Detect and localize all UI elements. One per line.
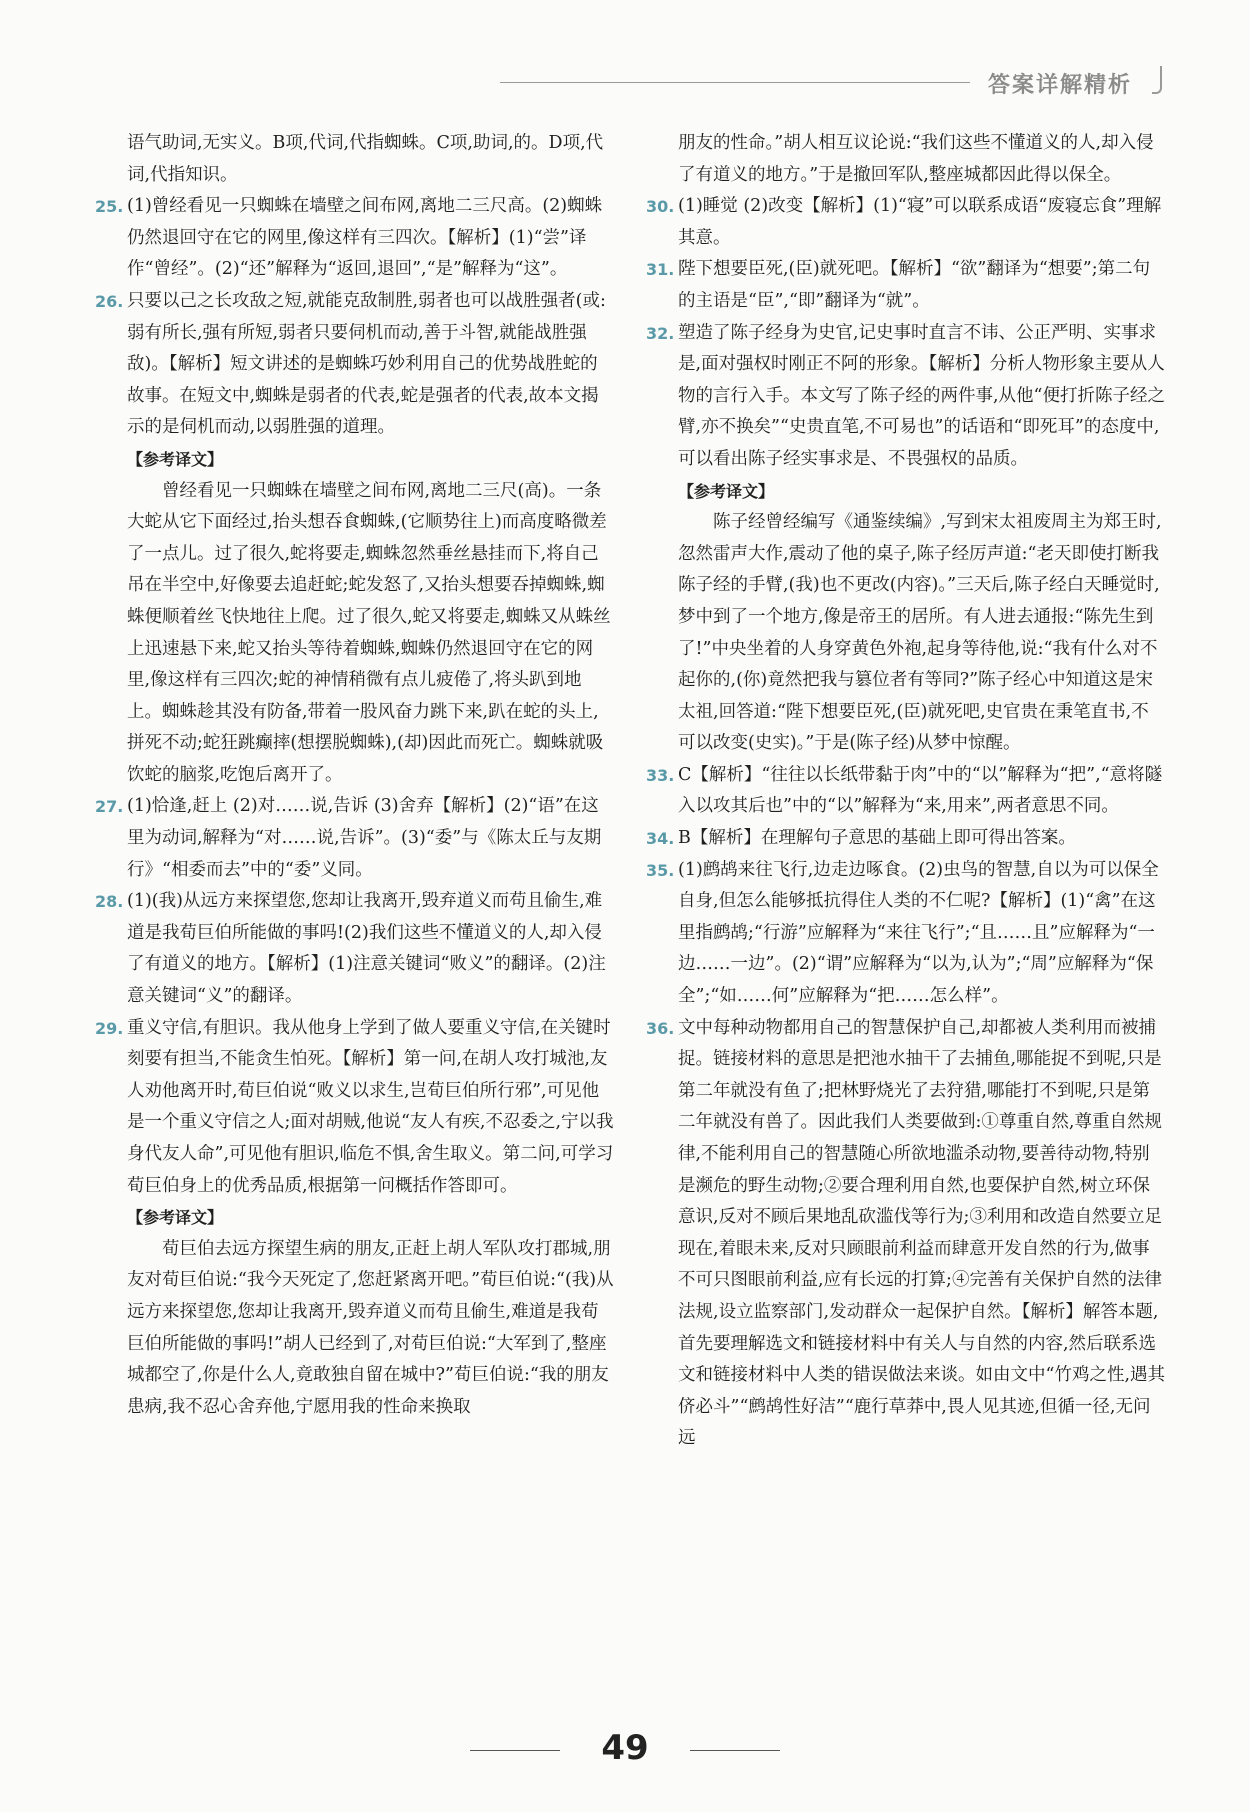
answer-item	[646, 254, 1166, 317]
answer-item	[95, 886, 615, 1012]
answer-text: (1)(我)从远方来探望您,您却让我离开,毁弃道义而苟且偷生,难道是我荀巨伯所能做的事吗!(2)我们这些不懂道义的人,却入侵了有道义的地方。【解析】(1)注意关键词“败义”的翻译。(2)注意关键词“义”的翻译。	[127, 891, 606, 1007]
reference-translation-heading: 【参考译文】	[127, 1208, 224, 1228]
page-number-rule-right	[690, 1750, 780, 1751]
translation-paragraph: 荀巨伯去远方探望生病的朋友,正赶上胡人军队攻打郡城,朋友对荀巨伯说:“我今天死定了,您赶紧离开吧。”荀巨伯说:“(我)从远方来探望您,您却让我离开,毁弃道义而苟且偷生,难道是我荀巨伯所能做的事吗!”胡人已经到了,对荀巨伯说:“大军到了,整座城都空了,你是什么人,竟敢独自留在城中?”荀巨伯说:“我的朋友患病,我不忍心舍弃他,宁愿用我的性命来换取	[127, 1238, 614, 1417]
answer-item	[646, 318, 1166, 476]
reference-translation-heading: 【参考译文】	[127, 449, 224, 469]
answer-item	[646, 191, 1166, 254]
answer-item	[95, 191, 615, 286]
answer-text: 重义守信,有胆识。我从他身上学到了做人要重义守信,在关键时刻要有担当,不能贪生怕死。【解析】第一问,在胡人攻打城池,友人劝他离开时,荀巨伯说“败义以求生,岂荀巨伯所行邪”,可见他是一个重义守信之人;面对胡贼,他说“友人有疾,不忍委之,宁以我身代友人命”,可见他有胆识,临危不惧,舍生取义。第二问,可学习荀巨伯身上的优秀品质,根据第一问概括作答即可。	[127, 1017, 614, 1196]
reference-translation-heading: 【参考译文】	[678, 481, 775, 501]
answer-number: 33.	[646, 765, 675, 785]
answer-text: C【解析】“往往以长纸带黏于肉”中的“以”解释为“把”,“意将隧入以攻其后也”中的“以”解释为“来,用来”,两者意思不同。	[678, 764, 1163, 817]
answer-item	[646, 823, 1166, 855]
answer-number: 35.	[646, 860, 675, 880]
continued-text: 朋友的性命。”胡人相互议论说:“我们这些不懂道义的人,却入侵了有道义的地方。”于是撤回军队,整座城都因此得以保全。	[678, 133, 1154, 185]
answer-text: (1)曾经看见一只蜘蛛在墙壁之间布网,离地二三尺高。(2)蜘蛛仍然退回守在它的网里,像这样有三四次。【解析】(1)“尝”译作“曾经”。(2)“还”解释为“返回,退回”,“是”解释为“这”。	[127, 196, 603, 280]
answer-text: 只要以己之长攻敌之短,就能克敌制胜,弱者也可以战胜强者(或:弱有所长,强有所短,弱者只要伺机而动,善于斗智,就能战胜强敌)。【解析】短文讲述的是蜘蛛巧妙利用自己的优势战胜蛇的故事。在短文中,蜘蛛是弱者的代表,蛇是强者的代表,故本文揭示的是伺机而动,以弱胜强的道理。	[127, 290, 606, 438]
answer-text: B【解析】在理解句子意思的基础上即可得出答案。	[678, 828, 1076, 849]
answer-number: 26.	[95, 291, 124, 311]
answer-number: 34.	[646, 829, 675, 849]
answer-text: (1)睡觉 (2)改变【解析】(1)“寝”可以联系成语“废寝忘食”理解其意。	[678, 196, 1162, 248]
translation-paragraph: 陈子经曾经编写《通鉴续编》,写到宋太祖废周主为郑王时,忽然雷声大作,震动了他的桌子,陈子经厉声道:“老天即使打断我陈子经的手臂,(我)也不更改(内容)。”三天后,陈子经白天睡觉时,梦中到了一个地方,像是帝王的居所。有人进去通报:“陈先生到了!”中央坐着的人身穿黄色外袍,起身等待他,说:“我有什么对不起你的,(你)竟然把我与篡位者有等同?”陈子经心中知道这是宋太祖,回答道:“陛下想要臣死,(臣)就死吧,史官贵在秉笔直书,不可以改变(史实)。”于是(陈子经)从梦中惊醒。	[678, 512, 1162, 754]
answer-number: 25.	[95, 197, 124, 217]
answer-text: 陛下想要臣死,(臣)就死吧。【解析】“欲”翻译为“想要”;第二句的主语是“臣”,“即”翻译为“就”。	[678, 259, 1151, 311]
answer-text: (1)恰逢,赶上 (2)对……说,告诉 (3)舍弃【解析】(2)“语”在这里为动词,解释为“对……说,告诉”。(3)“委”与《陈太丘与友期行》“相委而去”中的“委”义同。	[127, 796, 602, 880]
answer-text: 文中每种动物都用自己的智慧保护自己,却都被人类利用而被捕捉。链接材料的意思是把池水抽干了去捕鱼,哪能捉不到呢,只是第二年就没有鱼了;把林野烧光了去狩猎,哪能打不到呢,只是第二年就没有兽了。因此我们人类要做到:①尊重自然,尊重自然规律,不能利用自己的智慧随心所欲地滥杀动物,要善待动物,特别是濒危的野生动物;②要合理利用自然,也要保护自然,树立环保意识,反对不顾后果地乱砍滥伐等行为;③利用和改造自然要立足现在,着眼未来,反对只顾眼前利益而肆意开发自然的行为,做事不可只图眼前利益,应有长远的打算;④完善有关保护自然的法律法规,设立监察部门,发动群众一起保护自然。【解析】解答本题,首先要理解选文和链接材料中有关人与自然的内容,然后联系选文和链接材料中人类的错误做法来谈。如由文中“竹鸡之性,遇其侪必斗”“鹧鸪性好洁”“鹿行草莽中,畏人见其迹,但循一径,无问远	[678, 1017, 1166, 1449]
translation-paragraph: 曾经看见一只蜘蛛在墙壁之间布网,离地二三尺(高)。一条大蛇从它下面经过,抬头想吞食蜘蛛,(它顺势往上)而高度略微差了一点儿。过了很久,蛇将要走,蜘蛛忽然垂丝悬挂而下,将自己吊在半空中,好像要去追赶蛇;蛇发怒了,又抬头想要吞掉蜘蛛,蜘蛛便顺着丝飞快地往上爬。过了很久,蛇又将要走,蜘蛛又从蛛丝上迅速悬下来,蛇又抬头等待着蜘蛛,蜘蛛仍然退回守在它的网里,像这样有三四次;蛇的神情稍微有点儿疲倦了,将头趴到地上。蜘蛛趁其没有防备,带着一股风奋力跳下来,趴在蛇的头上,拼死不动;蛇狂跳癫摔(想摆脱蜘蛛),(却)因此而死亡。蜘蛛就吸饮蛇的脑浆,吃饱后离开了。	[127, 480, 611, 785]
page-number: 49	[601, 1728, 649, 1768]
answer-number: 36.	[646, 1018, 675, 1038]
answer-number: 29.	[95, 1018, 124, 1038]
answer-item	[646, 1013, 1166, 1455]
answer-text: (1)鹧鸪来往飞行,边走边啄食。(2)虫鸟的智慧,自以为可以保全自身,但怎么能够抵抗得住人类的不仁呢?【解析】(1)“禽”在这里指鹧鸪;“行游”应解释为“来往飞行”;“且……且”应解释为“一边……一边”。(2)“谓”应解释为“以为,认为”;“周”应解释为“保全”;“如……何”应解释为“把……怎么样”。	[678, 859, 1159, 1007]
answer-text: 塑造了陈子经身为史官,记史事时直言不讳、公正严明、实事求是,面对强权时刚正不阿的形象。【解析】分析人物形象主要从人物的言行入手。本文写了陈子经的两件事,从他“便打折陈子经之臂,亦不换矣”“史贵直笔,不可易也”的话语和“即死耳”的态度中,可以看出陈子经实事求是、不畏强权的品质。	[678, 322, 1166, 469]
answer-number: 30.	[646, 197, 675, 217]
answer-number: 32.	[646, 323, 675, 343]
answer-number: 27.	[95, 797, 124, 817]
header-title: 答案详解精析	[988, 73, 1133, 98]
answer-number: 31.	[646, 260, 675, 280]
header-bracket	[1152, 66, 1162, 94]
answer-item	[646, 760, 1166, 823]
left-column	[95, 128, 615, 1423]
answer-item	[95, 791, 615, 886]
right-column	[646, 128, 1166, 1455]
answer-number: 28.	[95, 892, 124, 912]
continued-text: 语气助词,无实义。B项,代词,代指蜘蛛。C项,助词,的。D项,代词,代指知识。	[127, 133, 604, 185]
header-rule	[500, 82, 970, 83]
answer-item	[646, 855, 1166, 1013]
answer-item	[95, 1013, 615, 1203]
answer-item	[95, 286, 615, 444]
